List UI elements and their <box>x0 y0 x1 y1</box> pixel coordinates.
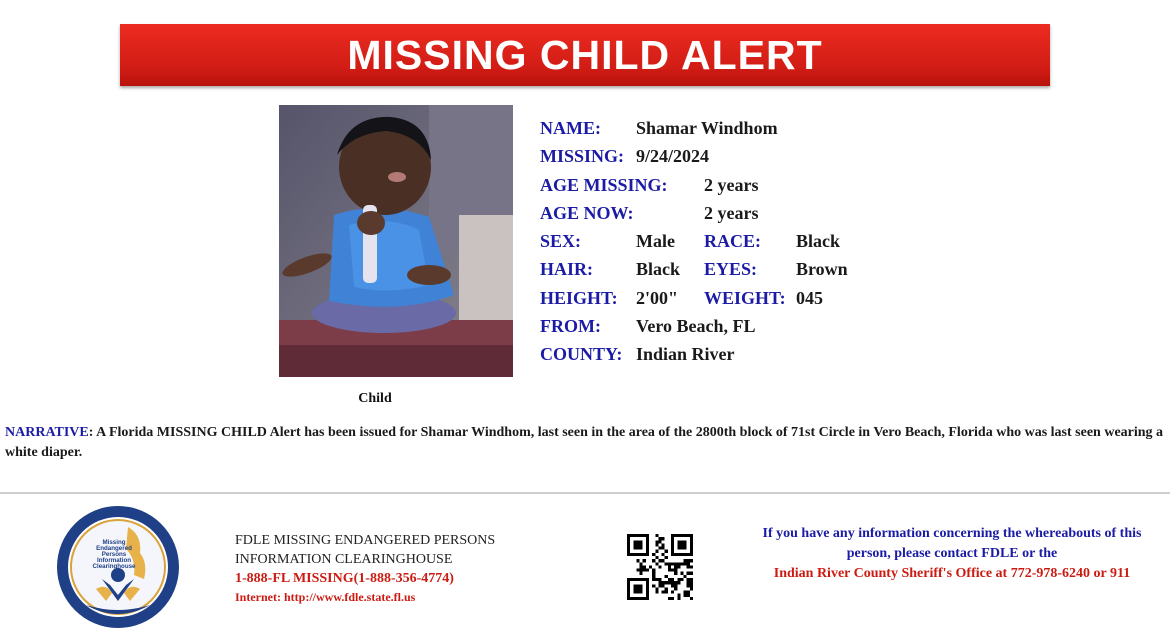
photo-caption: Child <box>358 391 392 406</box>
county-label: COUNTY: <box>540 344 623 364</box>
hotline-number: 1-888-FL MISSING(1-888-356-4774) <box>235 571 454 586</box>
height-label: HEIGHT: <box>540 288 618 308</box>
contact-line-2: person, please contact FDLE or the <box>846 546 1058 561</box>
website-link[interactable]: Internet: http://www.fdle.state.fl.us <box>235 590 416 604</box>
age-now-value: 2 years <box>704 203 759 223</box>
sex-value: Male <box>636 231 675 251</box>
child-photo <box>279 105 513 377</box>
narrative-label: NARRATIVE <box>5 425 89 440</box>
weight-value: 045 <box>796 288 823 308</box>
logo-word-1: Missing <box>102 539 126 546</box>
from-value: Vero Beach, FL <box>636 316 756 336</box>
height-value: 2'00" <box>636 288 678 308</box>
alert-title: MISSING CHILD ALERT <box>347 31 823 78</box>
name-label: NAME: <box>540 118 601 138</box>
race-value: Black <box>796 231 841 251</box>
name-value: Shamar Windhom <box>636 118 778 138</box>
contact-line-3: Indian River County Sheriff's Office at 772-978-6240 or 911 <box>773 566 1131 581</box>
logo-word-2: Endangered <box>96 545 132 552</box>
contact-info <box>738 524 1166 584</box>
race-label: RACE: <box>704 231 761 251</box>
org-line-1: FDLE MISSING ENDANGERED PERSONS <box>235 533 496 548</box>
alert-banner <box>120 24 1050 86</box>
hair-value: Black <box>636 259 681 279</box>
eyes-value: Brown <box>796 259 848 279</box>
org-line-2: INFORMATION CLEARINGHOUSE <box>235 552 453 567</box>
narrative-text: : A Florida MISSING CHILD Alert has been issued for Shamar Windhom, last seen in the area of the 2800th block of 71st Circle in Vero Beach, Florida who was last seen wearing a white diaper. <box>5 425 1164 460</box>
qr-code[interactable] <box>627 534 693 600</box>
age-missing-label: AGE MISSING: <box>540 175 668 195</box>
clearinghouse-info <box>235 531 495 607</box>
missing-label: MISSING: <box>540 146 625 166</box>
county-value: Indian River <box>636 344 735 364</box>
child-photo-image <box>279 105 513 377</box>
age-missing-value: 2 years <box>704 175 759 195</box>
footer-divider <box>0 492 1170 494</box>
hair-label: HAIR: <box>540 259 593 279</box>
age-now-label: AGE NOW: <box>540 203 634 223</box>
narrative <box>5 423 1167 463</box>
clearinghouse-logo <box>56 505 180 629</box>
logo-word-5: Clearinghouse <box>92 563 136 570</box>
sex-label: SEX: <box>540 231 582 251</box>
logo-word-3: Persons <box>101 551 127 558</box>
logo-word-4: Information <box>96 557 132 564</box>
from-label: FROM: <box>540 316 601 336</box>
weight-label: WEIGHT: <box>704 288 786 308</box>
eyes-label: EYES: <box>704 259 758 279</box>
contact-line-1: If you have any information concerning the whereabouts of this <box>762 526 1142 541</box>
missing-value: 9/24/2024 <box>636 146 710 166</box>
